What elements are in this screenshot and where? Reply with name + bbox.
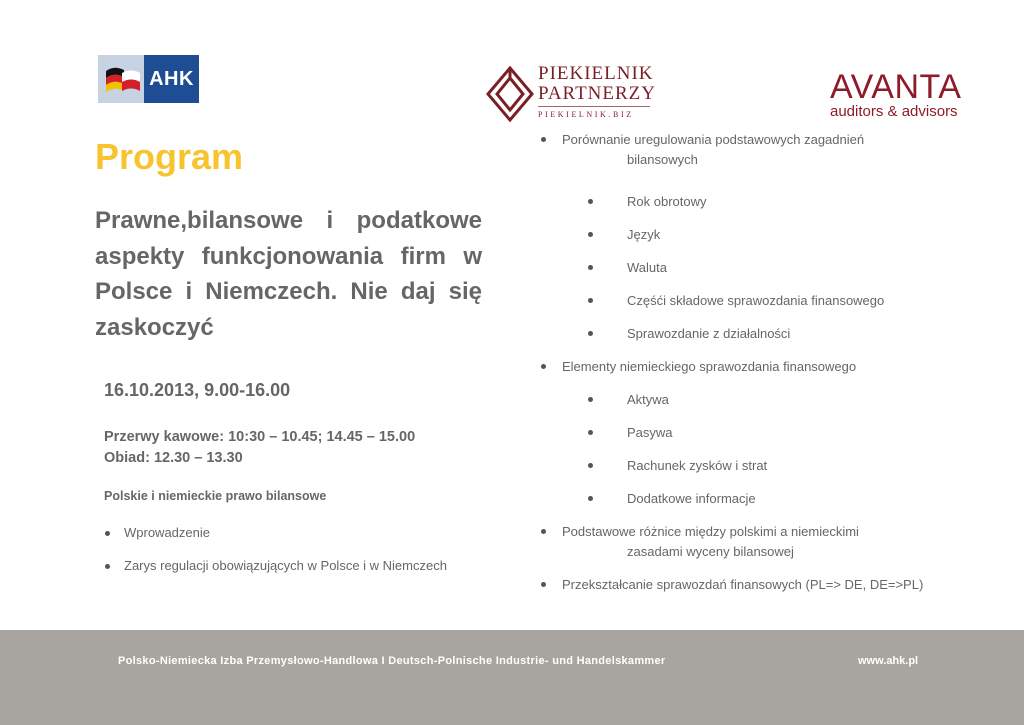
- bullet-icon: [588, 430, 593, 435]
- list-item-label: Sprawozdanie z działalności: [627, 326, 791, 341]
- bullet-icon: [541, 529, 546, 534]
- list-item-label: Dodatkowe informacje: [627, 491, 756, 506]
- bullet-icon: [588, 463, 593, 468]
- list-item: [540, 258, 980, 291]
- event-subtitle: Prawne,bilansowe i podatkowe aspekty funkcjonowania firm w Polsce i Niemczech. Nie daj się zaskoczyć: [95, 207, 482, 341]
- bullet-icon: [105, 564, 110, 569]
- list-item-label: Porównanie uregulowania podstawowych zagadnień: [562, 132, 865, 147]
- left-agenda-list: [104, 525, 447, 591]
- list-item: [540, 390, 980, 423]
- german-polish-flag-icon: [104, 65, 142, 95]
- list-item-label: Elementy niemieckiego sprawozdania finansowego: [562, 359, 857, 374]
- bullet-icon: [588, 397, 593, 402]
- coffee-breaks: Przerwy kawowe: 10:30 – 10.45; 14.45 – 15.00: [104, 429, 416, 445]
- list-item: [540, 522, 980, 575]
- footer-website-link[interactable]: www.ahk.pl: [858, 655, 919, 667]
- bullet-icon: [588, 298, 593, 303]
- piekielnik-logo-line2: PARTNERZY: [538, 83, 657, 104]
- list-item-label: Częśći składowe sprawozdania finansowego: [627, 293, 885, 308]
- bullet-icon: [541, 364, 546, 369]
- section-title: Polskie i niemieckie prawo bilansowe: [104, 489, 327, 503]
- list-item-label: Przekształcanie sprawozdań finansowych (PL=> DE, DE=>PL): [562, 577, 924, 592]
- list-item-label: Podstawowe różnice między polskimi a niemieckimi: [562, 524, 859, 539]
- avanta-logo: [830, 70, 970, 120]
- list-item: [540, 225, 980, 258]
- list-item-label: Wprowadzenie: [124, 525, 210, 540]
- list-item: [540, 324, 980, 357]
- list-item: [540, 130, 980, 192]
- bullet-icon: [588, 232, 593, 237]
- list-item: [104, 525, 447, 558]
- list-item-continuation: zasadami wyceny bilansowej: [627, 544, 794, 559]
- ahk-logo: [98, 55, 199, 103]
- list-item: [540, 291, 980, 324]
- list-item: [540, 575, 980, 597]
- list-item: [540, 423, 980, 456]
- list-item-label: Rachunek zysków i strat: [627, 458, 768, 473]
- piekielnik-logo-line1: PIEKIELNIK: [538, 63, 654, 84]
- list-item-label: Język: [627, 227, 661, 242]
- piekielnik-logo: [486, 62, 656, 124]
- list-item-label: Waluta: [627, 260, 667, 275]
- event-date: 16.10.2013, 9.00-16.00: [104, 380, 291, 400]
- footer-chamber-name: Polsko-Niemiecka Izba Przemysłowo-Handlowa I Deutsch-Polnische Industrie- und Handelskammer: [118, 655, 666, 667]
- lunch-break: Obiad: 12.30 – 13.30: [104, 450, 243, 466]
- bullet-icon: [105, 531, 110, 536]
- bullet-icon: [541, 582, 546, 587]
- list-item: [540, 489, 980, 522]
- breaks-info: [104, 427, 415, 469]
- list-item-label: Zarys regulacji obowiązujących w Polsce i w Niemczech: [124, 558, 447, 573]
- bullet-icon: [588, 496, 593, 501]
- piekielnik-logo-divider: [538, 106, 650, 107]
- list-item-continuation: bilansowych: [627, 152, 698, 167]
- avanta-logo-name: AVANTA: [830, 68, 962, 106]
- avanta-logo-tagline: auditors & advisors: [830, 103, 958, 120]
- list-item-label: Pasywa: [627, 425, 673, 440]
- list-item-label: Rok obrotowy: [627, 194, 707, 209]
- piekielnik-website: PIEKIELNIK.BIZ: [538, 110, 634, 119]
- ahk-logo-text: AHK: [144, 55, 199, 103]
- bullet-icon: [588, 199, 593, 204]
- page-title: Program: [95, 136, 244, 177]
- list-item-label: Aktywa: [627, 392, 669, 407]
- list-item: [540, 192, 980, 225]
- bullet-icon: [541, 137, 546, 142]
- bullet-icon: [588, 265, 593, 270]
- list-item: [540, 456, 980, 489]
- bullet-icon: [588, 331, 593, 336]
- footer-bar: [0, 630, 1024, 725]
- list-item: [540, 357, 980, 390]
- list-item: [104, 558, 447, 591]
- diamond-emblem-icon: [486, 66, 534, 122]
- right-agenda-list: [540, 130, 980, 597]
